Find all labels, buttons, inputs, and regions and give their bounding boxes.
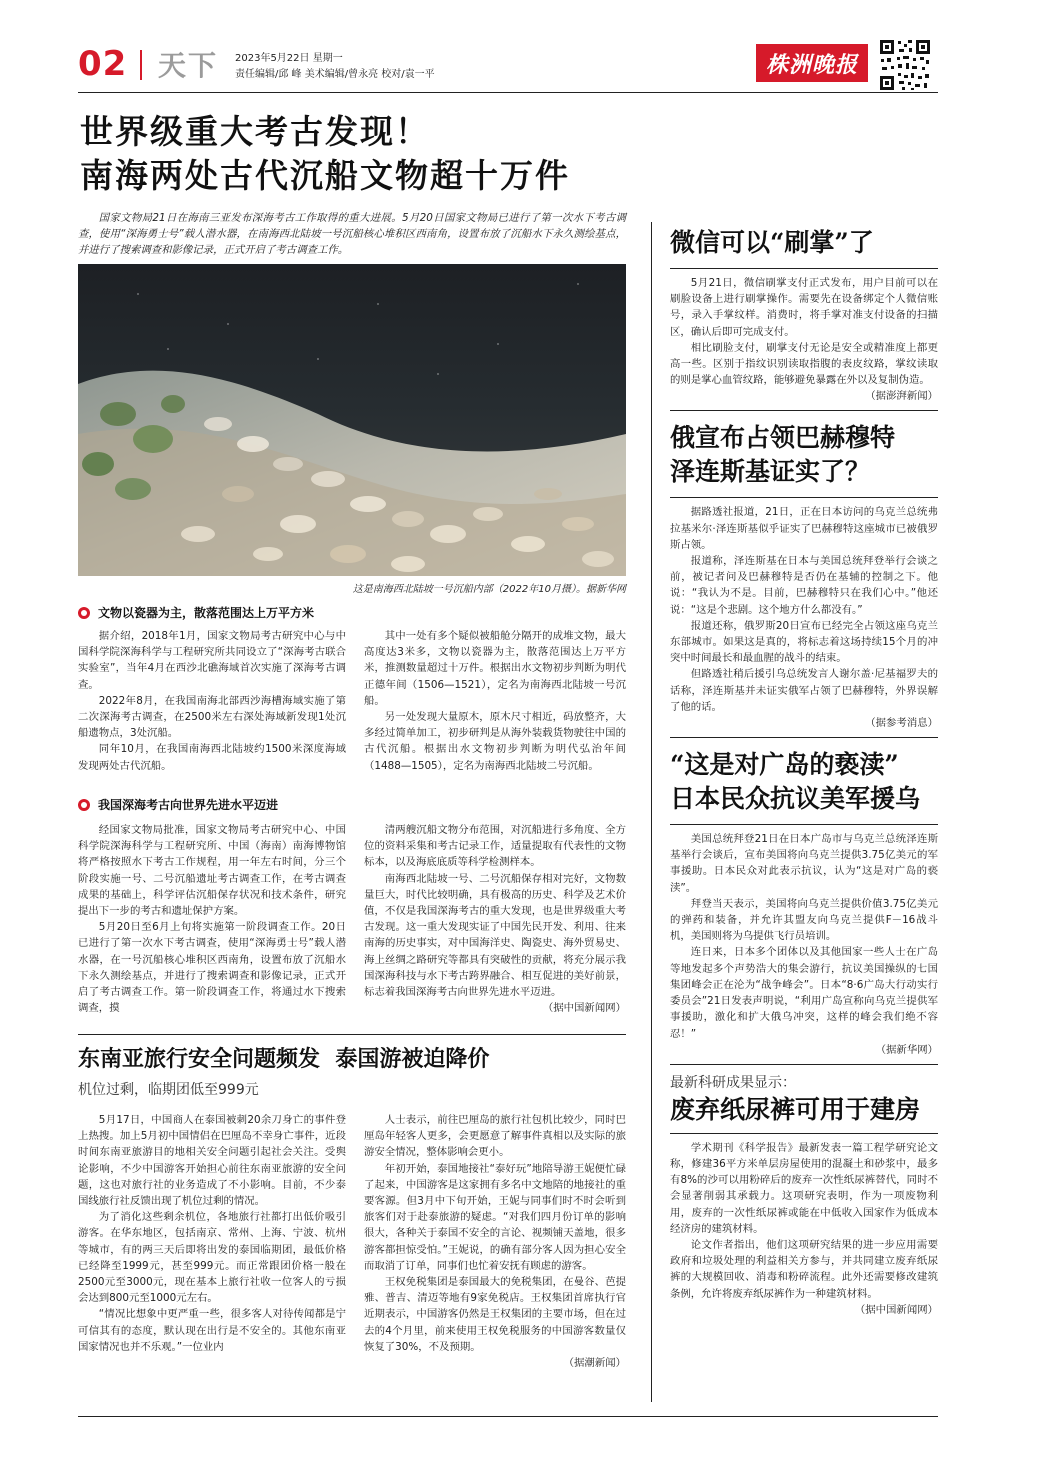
hiroshima-body	[670, 831, 938, 1058]
qr-code	[878, 38, 932, 92]
paragraph: 美国总统拜登21日在日本广岛市与乌克兰总统泽连斯基举行会谈后，宣布美国将向乌克兰提供3.75亿美元的军事援助。日本民众对此表示抗议，认为“这是对广岛的亵渎”。	[670, 833, 938, 894]
diaper-title: 废弃纸尿裤可用于建房	[670, 1094, 921, 1124]
lead-intro: 国家文物局21日在海南三亚发布深海考古工作取得的重大进展。5月20日国家文物局已进行了第一次水下考古调查，使用“深海勇士号”载人潜水器，在南海西北陆坡一号沉船核心堆积区西南角，设置布放了沉船水下永久测绘基点，并进行了搜索调查和影像记录，正式开启了考古调查工作。	[78, 212, 626, 256]
subhead-porcelain-text: 文物以瓷器为主，散落范围达上万平方米	[98, 606, 315, 620]
paragraph: 王权免税集团是泰国最大的免税集团，在曼谷、芭提雅、普吉、清迈等地有9家免税店。王权集团首席执行官近期表示，中国游客仍然是王权集团的主要市场，但在过去的4个月里，前来使用王权免税服务的中国游客数量仅恢复了30%，不及预期。	[364, 1276, 626, 1353]
paragraph: 据介绍，2018年1月，国家文物局考古研究中心与中国科学院深海科学与工程研究所共同设立了“深海考古联合实验室”，当年4月在西沙北礁海域首次实施了深海考古调查。	[78, 630, 346, 691]
sec2-col1	[78, 822, 346, 1016]
paragraph: 据路透社报道，21日，正在日本访问的乌克兰总统弗拉基米尔·泽连斯基似乎证实了巴赫穆特这座城市已被俄罗斯占领。	[670, 506, 938, 551]
side-column	[670, 226, 938, 1318]
section-name: 天下	[158, 49, 219, 82]
headline-rule	[670, 497, 938, 498]
paragraph: 经国家文物局批准，国家文物局考古研究中心、中国科学院深海科学与工程研究所、中国（海南）南海博物馆将严格按照水下考古工作规程，用一年左右时间，分三个阶段实施一号、二号沉船遗址考古调查工作，在考古调查成果的基础上，科学评估沉船保存状况和技术条件，研究提出下一步的考古和遗址保护方案。	[78, 824, 346, 918]
footer-rule	[78, 1416, 938, 1417]
thai-source: （据潮新闻）	[563, 1357, 626, 1370]
paragraph: 相比刷脸支付，刷掌支付无论是安全或精准度上都更高一些。区别于指纹识别读取指腹的表皮纹路，掌纹读取的则是掌心血管纹路，能够避免暴露在外以及复制伪造。	[670, 341, 938, 387]
hiroshima-title-line2: 日本民众抗议美军援乌	[670, 784, 921, 814]
photo-caption: 这是南海西北陆坡一号沉船内部（2022年10月摄）。据新华网	[352, 584, 626, 595]
paragraph: 拜登当天表示，美国将向乌克兰提供价值3.75亿美元的弹药和装备，并允许其盟友向乌克兰提供F－16战斗机，美国则将为乌提供飞行员培训。	[670, 897, 938, 943]
paragraph: 报道称，泽连斯基在日本与美国总统拜登举行会谈之前，被记者问及巴赫穆特是否仍在基辅的控制之下。他说：“我认为不是。目前，巴赫穆特只在我们心中。”他还说：“这是个悲剧。这个地方什么都没有。”	[670, 555, 938, 616]
masthead-logo	[756, 44, 868, 82]
diaper-story	[670, 1073, 938, 1318]
wechat-story	[670, 226, 938, 404]
thai-col1	[78, 1112, 346, 1355]
headline-rule	[670, 268, 938, 269]
wechat-body	[670, 275, 938, 404]
thai-title: 东南亚旅行安全问题频发 泰国游被迫降价	[78, 1046, 490, 1072]
paragraph: 同年10月，在我国南海西北陆坡约1500米深度海域发现两处古代沉船。	[78, 743, 346, 772]
wechat-source: （据澎湃新闻）	[865, 390, 938, 403]
page-number: 02	[78, 44, 128, 84]
paragraph: 年初开始，泰国地接社“泰好玩”地陪导游王妮便忙碌了起来，中国游客是这家拥有多名中文地陪的地接社的重要客源。但3月中下旬开始，王妮与同事们时不时会听到旅客们对于赴泰旅游的疑虑。“对我们四月份订单的影响很大，各种关于泰国不安全的言论、视频铺天盖地，很多游客都担惊受怕。”王妮说，的确有部分客人因为担心安全而取消了订单，同事们也忙着安抚有顾虑的游客。	[364, 1162, 626, 1272]
paragraph: 人士表示，前往巴厘岛的旅行社包机比较少，同时巴厘岛年轻客人更多，会更愿意了解事件真相以及实际的旅游安全情况，整体影响会更小。	[364, 1114, 626, 1159]
russia-source: （据参考消息）	[865, 717, 938, 730]
story-divider	[670, 1064, 938, 1065]
subhead-porcelain	[78, 604, 626, 621]
diaper-source: （据中国新闻网）	[854, 1303, 938, 1316]
lead-title-line1: 世界级重大考古发现！	[80, 112, 430, 151]
header-editors: 责任编辑/邱 峰 美术编辑/曾永亮 校对/袁一平	[235, 69, 435, 80]
russia-story	[670, 421, 938, 731]
russia-title-line1: 俄宣布占领巴赫穆特	[670, 423, 896, 453]
story-divider	[670, 737, 938, 738]
bullet-icon	[78, 607, 90, 619]
paragraph: 其中一处有多个疑似被船舱分隔开的成堆文物，最大高度达3米多，文物以瓷器为主，散落范围达上万平方米，推测数量超过十万件。根据出水文物初步判断为明代正德年间（1506—1521），定名为南海西北陆坡一号沉船。	[364, 630, 626, 707]
paragraph: 为了消化这些剩余机位，各地旅行社都打出低价吸引游客。在华东地区，包括南京、常州、上海、宁波、杭州等城市，有的两三天后即将出发的泰国临期团，最低价格已经降至1999元，甚至999元。而正常跟团价格一般在2500元至3000元，现在基本上旅行社收一位客人的亏损会达到800元至1000元左右。	[78, 1211, 346, 1305]
header-divider	[140, 50, 142, 80]
headline-rule	[670, 1133, 938, 1134]
paragraph: 5月17日，中国商人在泰国被刺20余刀身亡的事件登上热搜。加上5月初中国情侣在巴厘岛不幸身亡事件，近段时间东南亚旅游目的地相关安全问题引起社会关注。受舆论影响，不少中国游客开始担心前往东南亚旅游的安全问题，这也对旅行社的业务造成了不小影响。目前，不少泰国线旅行社反馈出现了机位过剩的情况。	[78, 1114, 346, 1208]
header-date: 2023年5月22日 星期一	[235, 53, 343, 64]
paragraph: 但路透社稍后援引乌总统发言人谢尔盖·尼基福罗夫的话称，泽连斯基并未证实俄军占领了巴赫穆特，外界误解了他的话。	[670, 668, 938, 713]
sec2-col2	[364, 822, 626, 1016]
thai-subtitle: 机位过剩，临期团低至999元	[78, 1082, 259, 1098]
diaper-kicker: 最新科研成果显示：	[670, 1074, 796, 1091]
paragraph: “情况比想象中更严重一些，很多客人对待传闻都是宁可信其有的态度，默认现在出行是不安全的。其他东南亚国家情况也并不乐观。”一位业内	[78, 1308, 346, 1353]
russia-body	[670, 504, 938, 731]
sec1-col2	[364, 628, 626, 774]
subhead-deepsea	[78, 796, 626, 813]
paragraph: 清两艘沉船文物分布范围，对沉船进行多角度、全方位的资料采集和考古记录工作，适量提取有代表性的文物标本，以及海底底质等科学检测样本。	[364, 824, 626, 869]
paragraph: 论文作者指出，他们这项研究结果的进一步应用需要政府和垃圾处理的利益相关方参与，并共同建立废弃纸尿裤的大规模回收、消毒和粉碎流程。此外还需要修改建筑条例，允许将废弃纸尿裤作为一种建筑材料。	[670, 1238, 938, 1300]
paragraph: 2022年8月，在我国南海北部西沙海槽海域实施了第二次深海考古调查，在2500米左右深处海域新发现1处沉船遗物点，3处沉船。	[78, 694, 346, 740]
shipwreck-photo	[78, 264, 626, 576]
paragraph: 5月21日，微信刷掌支付正式发布，用户目前可以在刷脸设备上进行刷掌操作。需要先在设备绑定个人微信账号，录入手掌纹样。消费时，将手掌对准支付设备的扫描区，确认后即可完成支付。	[670, 277, 938, 338]
bullet-icon	[78, 799, 90, 811]
lead-title-line2: 南海两处古代沉船文物超十万件	[80, 156, 570, 195]
paragraph: 另一处发现大量原木，原木尺寸相近，码放整齐，大多经过简单加工，初步研判是从海外装载货物驶往中国的古代沉船。根据出水文物初步判断为明代弘治年间（1488—1505），定名为南海西北陆坡二号沉船。	[364, 711, 626, 772]
paragraph: 报道还称，俄罗斯20日宣布已经完全占领这座乌克兰东部城市。如果这是真的，将标志着这场持续15个月的冲突中时间最长和最血腥的战斗的结束。	[670, 619, 938, 665]
section-divider	[78, 1034, 626, 1035]
lead-source: （据中国新闻网）	[542, 1002, 626, 1015]
diaper-body	[670, 1140, 938, 1318]
hiroshima-title-line1: “这是对广岛的亵渎”	[670, 750, 899, 780]
masthead-text: 株洲晚报	[765, 51, 858, 78]
wechat-title: 微信可以“刷掌”了	[670, 228, 874, 257]
story-divider	[670, 410, 938, 411]
sec1-col1	[78, 628, 346, 774]
paragraph: 学术期刊《科学报告》最新发表一篇工程学研究论文称，修建36平方米单层房屋使用的混凝土和砂浆中，最多有8%的沙可以用粉碎后的废弃一次性纸尿裤替代，同时不会显著削弱其承载力。这项研究表明，作为一项废物利用，废弃的一次性纸尿裤或能在中低收入国家作为低成本经济房的建筑材料。	[670, 1141, 938, 1235]
hiroshima-story	[670, 748, 938, 1058]
russia-title-line2: 泽连斯基证实了？	[670, 457, 871, 487]
subhead-deepsea-text: 我国深海考古向世界先进水平迈进	[98, 798, 279, 812]
column-divider	[651, 222, 652, 1402]
paragraph: 5月20日至6月上旬将实施第一阶段调查工作。20日已进行了第一次水下考古调查，使用“深海勇士号”载人潜水器，在一号沉船核心堆积区西南角，设置布放了沉船水下永久测绘基点，并进行了搜索调查和影像记录，正式开启了考古调查工作。第一阶段调查工作，将通过水下搜索调查，摸	[78, 921, 346, 1015]
shipwreck-photo-art	[78, 264, 626, 576]
paragraph: 连日来，日本多个团体以及其他国家一些人士在广岛等地发起多个声势浩大的集会游行，抗议美国操纵的七国集团峰会正在沦为“战争峰会”。日本“8·6广岛大行动实行委员会”21日发表声明说，“利用广岛宣称向乌克兰提供军事援助，激化和扩大俄乌冲突，这样的峰会我们绝不容忍！”	[670, 946, 938, 1040]
headline-rule	[670, 824, 938, 825]
paragraph: 南海西北陆坡一号、二号沉船保存相对完好，文物数量巨大，时代比较明确，具有极高的历史、科学及艺术价值，不仅是我国深海考古的重大发现，也是世界级重大考古发现。这一重大发现实证了中国先民开发、利用、往来南海的历史事实，对中国海洋史、陶瓷史、海外贸易史、海上丝绸之路研究等都具有突破性的贡献，将充分展示我国深海科技与水下考古跨界融合、相互促进的美好前景，标志着我国深海考古向世界先进水平迈进。	[364, 872, 626, 999]
hiroshima-source: （据新华网）	[875, 1043, 938, 1056]
thai-col2	[364, 1112, 626, 1371]
header-rule	[78, 92, 938, 93]
